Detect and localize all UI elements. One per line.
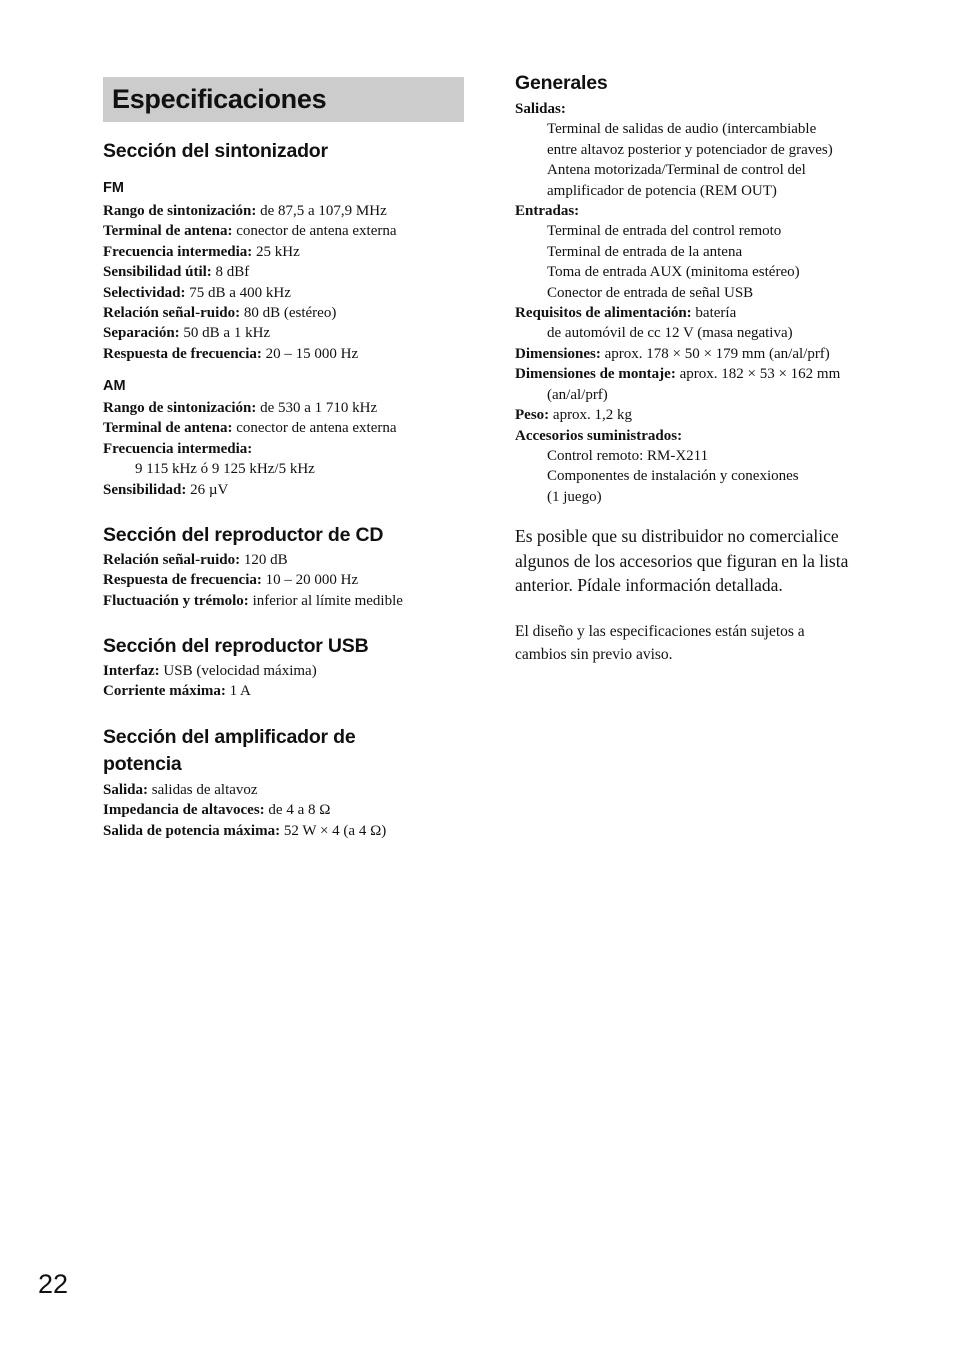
spec-row [103,821,465,841]
spec-label: Accesorios suministrados: [515,427,683,444]
note-line: algunos de los accesorios que figuran en la lista [515,550,849,571]
spec-value-continued: (an/al/prf) [547,386,608,403]
distributor-note [515,524,880,598]
spec-row [103,221,465,241]
spec-value: de 87,5 a 107,9 MHz [256,203,387,219]
spec-row [103,283,465,303]
spec-value-continued: Terminal de entrada de la antena [547,243,743,260]
spec-label: Dimensiones: [515,345,601,362]
spec-value: 8 dBf [211,264,250,281]
spec-label: Requisitos de alimentación: [515,305,692,322]
note-line: Es posible que su distribuidor no comercialice [515,526,839,546]
spec-value: salidas de altavoz [148,782,258,798]
spec-label: Salidas: [515,101,566,117]
spec-label: Entradas: [515,203,580,220]
spec-value: 25 kHz [252,243,300,260]
spec-label: Rango de sintonización: [103,400,257,416]
spec-value: 26 µV [186,481,229,498]
spec-row [103,303,465,323]
spec-row [515,364,880,384]
spec-value: conector de antena externa [232,223,397,240]
spec-value-continued: de automóvil de cc 12 V (masa negativa) [547,325,793,342]
spec-row [103,480,465,500]
spec-value-continued: Conector de entrada de señal USB [547,284,754,301]
general-spec-list [515,99,880,507]
spec-label: Fluctuación y trémolo: [103,592,249,609]
spec-label: Salida: [103,782,149,798]
spec-value: 50 dB a 1 kHz [179,325,271,342]
spec-row [103,439,465,459]
spec-value: de 4 a 8 Ω [264,802,331,819]
spec-row [103,550,465,570]
spec-label: Frecuencia intermedia: [103,243,253,260]
spec-row [103,780,465,800]
amp-spec-list [103,780,465,841]
spec-value-continued: entre altavoz posterior y potenciador de graves) [547,141,833,158]
spec-label: Separación: [103,325,180,342]
spec-row [515,99,880,119]
spec-value-continued: Control remoto: RM-X211 [547,447,709,464]
spec-value-continued: 9 115 kHz ó 9 125 kHz/5 kHz [135,461,315,478]
spec-value: 1 A [225,683,251,700]
spec-value: aprox. 178 × 50 × 179 mm (an/al/prf) [600,345,830,362]
spec-label: Frecuencia intermedia: [103,440,253,457]
spec-label: Salida de potencia máxima: [103,822,281,839]
am-heading: AM [103,378,126,394]
spec-label: Corriente máxima: [103,683,226,700]
spec-value: aprox. 1,2 kg [549,407,633,424]
spec-value-continued: amplificador de potencia (REM OUT) [547,182,777,199]
spec-label: Sensibilidad: [103,481,187,498]
spec-label: Selectividad: [103,284,186,301]
spec-label: Dimensiones de montaje: [515,366,676,383]
note-line: El diseño y las especificaciones están sujetos a [515,623,805,640]
note-line: anterior. Pídale información detallada. [515,575,783,595]
spec-row [515,426,880,446]
spec-row [515,201,880,221]
spec-row [103,201,465,221]
spec-row [103,681,465,701]
spec-value: 120 dB [240,552,288,568]
tuner-heading: Sección del sintonizador [103,140,328,162]
spec-label: Respuesta de frecuencia: [103,572,262,589]
spec-row [103,661,465,681]
spec-value-continued: Terminal de entrada del control remoto [547,223,782,240]
spec-row [103,323,465,343]
spec-row [103,418,465,438]
note-line: cambios sin previo aviso. [515,646,673,663]
spec-value: de 530 a 1 710 kHz [256,400,378,416]
spec-label: Terminal de antena: [103,223,233,240]
spec-value: batería [691,305,737,322]
spec-row [515,344,880,364]
spec-row [103,398,465,418]
amp-heading-line1: Sección del amplificador de [103,726,356,748]
spec-value-continued: Toma de entrada AUX (minitoma estéreo) [547,264,800,281]
spec-label: Sensibilidad útil: [103,264,212,281]
spec-row [103,242,465,262]
cd-heading: Sección del reproductor de CD [103,524,384,546]
page-number: 22 [38,1269,69,1299]
fm-heading: FM [103,180,124,196]
amp-heading-line2: potencia [103,753,182,775]
spec-label: Rango de sintonización: [103,203,257,219]
spec-label: Interfaz: [103,663,160,679]
spec-row [103,570,465,590]
spec-value: aprox. 182 × 53 × 162 mm [675,366,841,383]
spec-value: 75 dB a 400 kHz [185,284,291,301]
spec-value-continued: Terminal de salidas de audio (intercambiable [547,121,817,138]
spec-label: Impedancia de altavoces: [103,802,265,819]
general-heading: Generales [515,72,608,94]
spec-value: 10 – 20 000 Hz [261,572,359,589]
spec-value: 52 W × 4 (a 4 Ω) [280,822,387,839]
spec-row [103,344,465,364]
spec-label: Relación señal-ruido: [103,552,241,568]
spec-row [515,303,880,323]
spec-label: Terminal de antena: [103,420,233,437]
spec-label: Peso: [515,407,550,424]
fm-spec-list [103,201,465,364]
spec-label: Relación señal-ruido: [103,305,241,322]
spec-value-continued: (1 juego) [547,488,602,505]
spec-value: conector de antena externa [232,420,397,437]
am-spec-list [103,398,465,500]
spec-label: Respuesta de frecuencia: [103,345,262,362]
spec-value: 20 – 15 000 Hz [261,345,359,362]
spec-value: 80 dB (estéreo) [240,305,337,322]
spec-row [103,591,465,611]
page-title: Especificaciones [112,84,327,114]
spec-value: inferior al límite medible [248,592,403,609]
spec-value-continued: Componentes de instalación y conexiones [547,468,799,485]
spec-row [103,262,465,282]
change-notice [515,620,880,666]
spec-row [103,800,465,820]
spec-value-continued: Antena motorizada/Terminal de control del [547,162,806,179]
usb-spec-list [103,661,465,702]
cd-spec-list [103,550,465,611]
page-title-banner [103,77,464,122]
spec-value: USB (velocidad máxima) [159,663,317,679]
spec-row [515,405,880,425]
usb-heading: Sección del reproductor USB [103,635,369,657]
